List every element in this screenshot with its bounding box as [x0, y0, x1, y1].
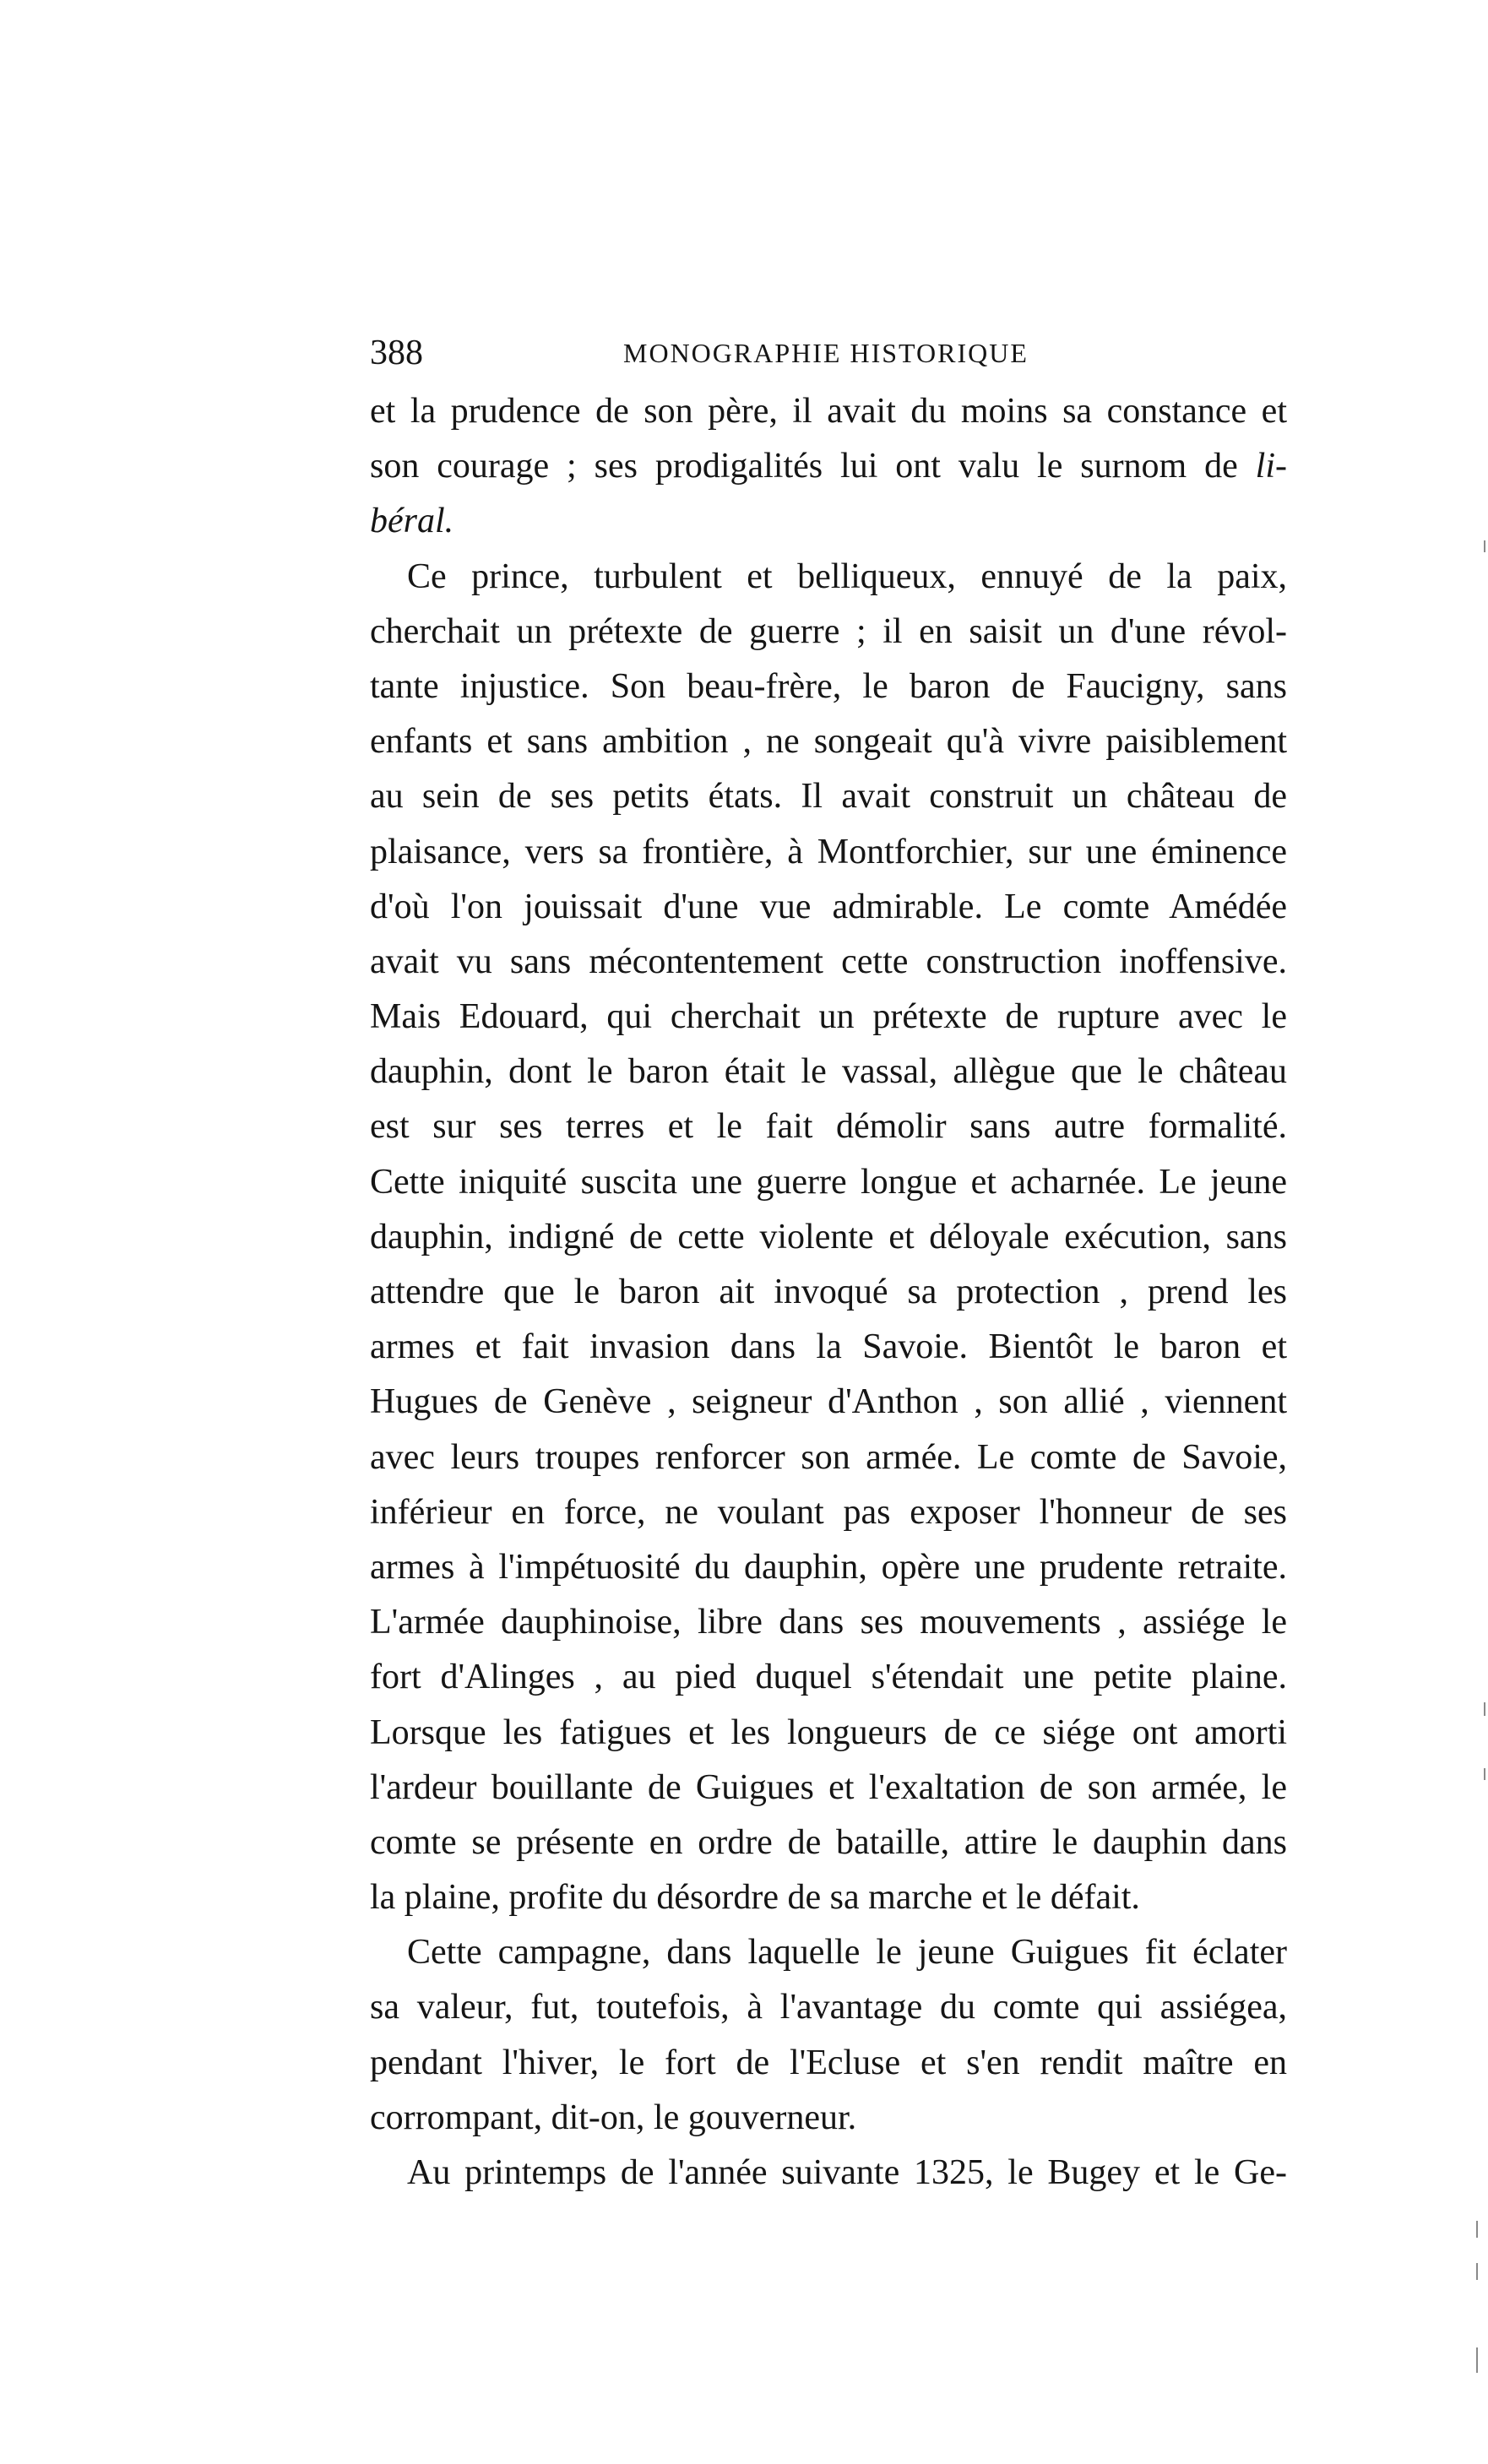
- text-line: [370, 714, 1287, 769]
- margin-mark: [1476, 2347, 1478, 2373]
- text-line-content: et la prudence de son père, il avait du moins sa constance et: [370, 392, 1287, 431]
- text-line: [370, 659, 1287, 714]
- text-line: [370, 1706, 1287, 1761]
- text-line: [370, 769, 1287, 824]
- text-line-content: armes à l'impétuosité du dauphin, opère une prudente retraite.: [370, 1547, 1287, 1587]
- margin-mark: [1476, 2221, 1478, 2238]
- text-line: [370, 1485, 1287, 1540]
- text-line-content: Lorsque les fatigues et les longueurs de ce siége ont amorti: [370, 1712, 1287, 1752]
- text-line: [370, 2091, 1287, 2146]
- text-line-content: est sur ses terres et le fait démolir sans autre formalité.: [370, 1107, 1287, 1147]
- text-line-content: Cette campagne, dans laquelle le jeune Guigues fit éclater: [407, 1933, 1287, 1973]
- text-line: [370, 1815, 1287, 1870]
- text-line: [370, 935, 1287, 990]
- text-line: [370, 550, 1287, 605]
- text-line: [370, 494, 1287, 549]
- text-line-content: d'où l'on jouissait d'une vue admirable. Le comte Amédée: [370, 887, 1287, 926]
- italic-word: li-: [1255, 447, 1287, 486]
- text-line-content: avec leurs troupes renforcer son armée. Le comte de Savoie,: [370, 1437, 1287, 1477]
- text-line: [370, 880, 1287, 935]
- page-header: [370, 328, 1287, 378]
- text-line: [370, 439, 1287, 494]
- text-line-content: attendre que le baron ait invoqué sa protection , prend les: [370, 1273, 1287, 1311]
- margin-mark: [1484, 1702, 1485, 1716]
- text-line-content: Mais Edouard, qui cherchait un prétexte de rupture avec le: [370, 997, 1287, 1037]
- text-line: [370, 1870, 1287, 1925]
- text-line-content: corrompant, dit-on, le gouverneur.: [370, 2098, 857, 2137]
- text-line: [370, 1761, 1287, 1815]
- text-line-content: son courage ; ses prodigalités lui ont valu le surnom de: [370, 447, 1256, 486]
- text-line: [370, 1430, 1287, 1485]
- text-line-content: armes et fait invasion dans la Savoie. Bientôt le baron et: [370, 1327, 1287, 1367]
- text-line: [370, 1320, 1287, 1375]
- text-line-content: la plaine, profite du désordre de sa marche et le défait.: [370, 1878, 1140, 1918]
- running-head: MONOGRAPHIE HISTORIQUE: [623, 338, 1029, 368]
- text-line: [370, 1210, 1287, 1265]
- text-line: [370, 1650, 1287, 1705]
- text-line: [370, 384, 1287, 439]
- margin-mark: [1484, 540, 1485, 552]
- text-line: [370, 1980, 1287, 2035]
- text-line-content: au sein de ses petits états. Il avait construit un château de: [370, 777, 1287, 817]
- text-line-content: l'ardeur bouillante de Guigues et l'exaltation de son armée, le: [370, 1767, 1287, 1807]
- text-line-content: Ce prince, turbulent et belliqueux, ennuyé de la paix,: [407, 556, 1287, 596]
- text-line: [370, 1155, 1287, 1210]
- text-line: [370, 1045, 1287, 1099]
- text-line-content: fort d'Alinges , au pied duquel s'étendait une petite plaine.: [370, 1658, 1287, 1697]
- text-line: [370, 1925, 1287, 1980]
- text-line: [370, 605, 1287, 659]
- text-line-content: inférieur en force, ne voulant pas exposer l'honneur de ses: [370, 1492, 1287, 1532]
- text-line: [370, 1265, 1287, 1320]
- text-line-content: avait vu sans mécontentement cette construction inoffensive.: [370, 942, 1287, 981]
- text-line-content: enfants et sans ambition , ne songeait qu'à vivre paisiblement: [370, 722, 1287, 762]
- text-line-content: L'armée dauphinoise, libre dans ses mouvements , assiége le: [370, 1603, 1287, 1642]
- text-line-content: Au printemps de l'année suivante 1325, le Bugey et le Ge-: [407, 2153, 1287, 2192]
- page-number: 388: [370, 334, 423, 372]
- text-line-content: dauphin, dont le baron était le vassal, allègue que le château: [370, 1052, 1287, 1092]
- text-line: [370, 990, 1287, 1045]
- text-line: [370, 1375, 1287, 1430]
- text-line: [370, 2146, 1287, 2201]
- text-line-content: comte se présente en ordre de bataille, attire le dauphin dans: [370, 1822, 1287, 1862]
- text-line-content: Hugues de Genève , seigneur d'Anthon , son allié , viennent: [370, 1382, 1287, 1422]
- text-line-content: cherchait un prétexte de guerre ; il en saisit un d'une révol-: [370, 611, 1287, 651]
- text-line-content: Cette iniquité suscita une guerre longue et acharnée. Le jeune: [370, 1162, 1287, 1202]
- text-line: [370, 2036, 1287, 2091]
- text-line: [370, 1595, 1287, 1650]
- text-line-content: dauphin, indigné de cette violente et déloyale exécution, sans: [370, 1217, 1287, 1256]
- body-text: [370, 384, 1287, 2201]
- margin-mark: [1476, 2263, 1478, 2280]
- text-line: [370, 825, 1287, 880]
- text-line-content: plaisance, vers sa frontière, à Montforchier, sur une éminence: [370, 832, 1287, 871]
- text-line-content: pendant l'hiver, le fort de l'Ecluse et s'en rendit maître en: [370, 2043, 1287, 2082]
- text-line: [370, 1540, 1287, 1595]
- text-line: [370, 1099, 1287, 1154]
- text-line-content: tante injustice. Son beau-frère, le baron de Faucigny, sans: [370, 666, 1287, 706]
- text-line-content: sa valeur, fut, toutefois, à l'avantage du comte qui assiégea,: [370, 1988, 1287, 2027]
- margin-mark: [1484, 1768, 1485, 1780]
- italic-word: béral.: [370, 502, 454, 541]
